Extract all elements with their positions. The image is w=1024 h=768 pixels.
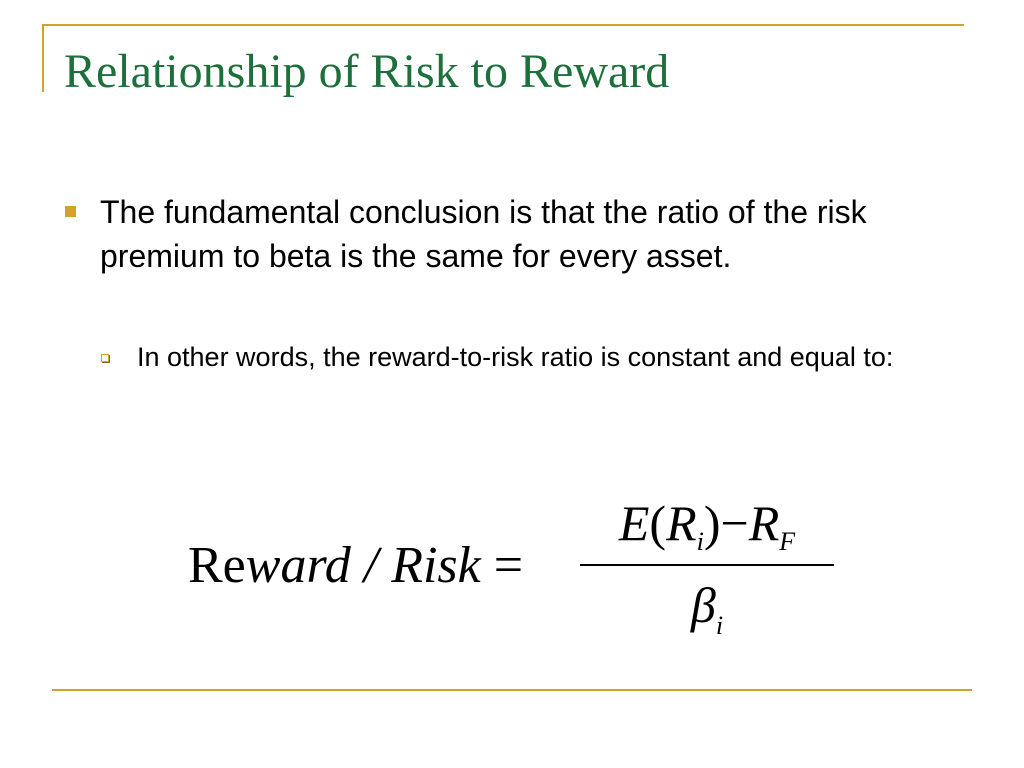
beta-subscript: i bbox=[715, 611, 724, 640]
bullet-text: The fundamental conclusion is that the ratio of the risk premium to beta is the same for every asset. bbox=[100, 194, 867, 274]
riskfree-subscript: F bbox=[779, 527, 796, 556]
minus-sign: − bbox=[720, 495, 749, 551]
sub-bullet-text: In other words, the reward-to-risk ratio is constant and equal to: bbox=[137, 342, 894, 372]
top-left-vertical-rule bbox=[42, 24, 44, 92]
close-paren: ) bbox=[703, 495, 721, 551]
open-paren: ( bbox=[649, 495, 667, 551]
return-symbol: R bbox=[666, 495, 697, 551]
expected-value-symbol: E bbox=[618, 495, 650, 551]
fraction-bar bbox=[580, 564, 834, 566]
formula-fraction bbox=[580, 490, 834, 650]
formula-lhs bbox=[188, 536, 523, 596]
top-horizontal-rule bbox=[42, 24, 964, 26]
bottom-horizontal-rule bbox=[52, 689, 972, 691]
beta-symbol: β bbox=[690, 577, 716, 633]
slide-title: Relationship of Risk to Reward bbox=[64, 45, 670, 98]
square-bullet-icon bbox=[65, 206, 76, 217]
riskfree-symbol: R bbox=[748, 495, 780, 551]
formula-denominator bbox=[580, 576, 834, 655]
return-subscript: i bbox=[696, 527, 704, 556]
formula-equals-sign: = bbox=[493, 537, 524, 594]
hollow-square-bullet-icon bbox=[101, 354, 109, 362]
formula-numerator bbox=[580, 494, 834, 571]
formula-lhs-italic: ward / Risk bbox=[245, 537, 481, 594]
formula-lhs-upright: Re bbox=[188, 537, 246, 594]
reward-risk-formula bbox=[180, 490, 860, 650]
